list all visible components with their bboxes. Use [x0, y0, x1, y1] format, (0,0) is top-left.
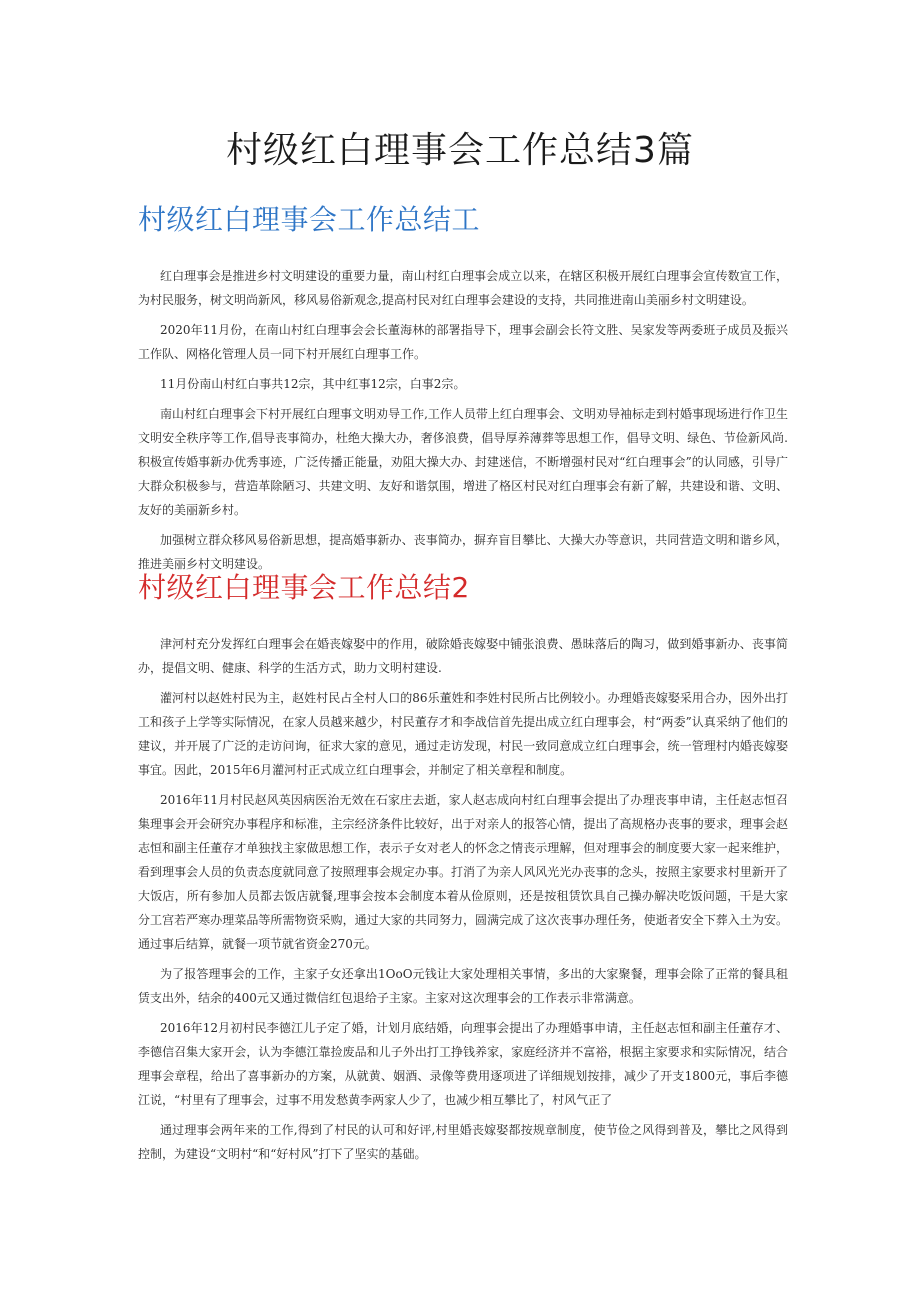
section-1-paragraph-5: 加强树立群众移风易俗新思想，提高婚事新办、丧事简办，摒弃盲目攀比、大操大办等意识，共同营造文明和谐乡风，推进美丽乡村文明建设。 — [138, 533, 788, 571]
section-2-paragraph-2: 灌河村以赵姓村民为主，赵姓村民占全村人口的86乐董姓和李姓村民所占比例较小。办理婚丧嫁娶采用合办，因外出打工和孩子上学等实际情况，在家人员越来越少，村民董存才和李战信首先提出成立红白理事会，村“两委”认真采纳了他们的建议，并开展了广泛的走访问询，征求大家的意见，通过走访发现，村民一致同意成立红白理事会，统一管理村内婚丧嫁娶事宜。因此，2015年6月灌河村正式成立红白理事会，并制定了相关章程和制度。 — [138, 691, 788, 777]
section-1-heading: 村级红白理事会工作总结工 — [138, 203, 481, 236]
section-1-paragraph-4: 南山村红白理事会下村开展红白理事文明劝导工作,工作人员带上红白理事会、文明劝导袖标走到村婚事现场进行作卫生文明安全秩序等工作,倡导丧事简办，杜绝大操大办，奢侈浪费，倡导厚养薄葬等思想工作，倡导文明、绿色、节俭新风尚.积极宣传婚事新办优秀事迹，广泛传播正能量，劝阻大操大办、封建迷信，不断增强村民对“红白理事会”的认同感，引导广大群众积极参与，营造革除陋习、共建文明、友好和谐氛围，增进了格区村民对红白理事会有新了解，共建设和谐、文明、友好的美丽新乡村。 — [138, 407, 788, 517]
section-2-heading: 村级红白理事会工作总结2 — [138, 571, 470, 604]
section-2-paragraph-1: 津河村充分发挥红白理事会在婚丧嫁娶中的作用，破除婚丧嫁娶中铺张浪费、愚昧落后的陶习，做到婚事新办、丧事简办，提倡文明、健康、科学的生活方式，助力文明村建设. — [138, 637, 788, 675]
section-2-paragraph-5: 2016年12月初村民李德江儿子定了婚，计划月底结婚，向理事会提出了办理婚事申请，主任赵志恒和副主任董存才、李德信召集大家开会，认为李德江靠捡废品和儿子外出打工挣钱养家，家庭经济并不富裕，根据主家要求和实际情况，结合理事会章程，给出了喜事新办的方案，从就黄、姻酒、录像等费用逐项进了详细规划按排，减少了开支1800元，事后李德江说，“村里有了理事会，过事不用发愁黄李两家人少了，也减少相互攀比了，村风气正了 — [138, 1021, 788, 1107]
section-2-paragraph-4: 为了报答理事会的工作，主家子女还拿出1OoO元钱让大家处理相关事情，多出的大家聚餐，理事会除了正常的餐具租赁支出外，结余的400元又通过微信红包退给子主家。主家对这次理事会的工作表示非常满意。 — [138, 967, 788, 1005]
section-2 — [138, 566, 788, 1172]
section-1-paragraph-1: 红白理事会是推进乡村文明建设的重要力量，南山村红白理事会成立以来，在辖区积极开展红白理事会宣传数宣工作，为村民服务，树文明尚新风，移风易俗新观念,提高村民对红白理事会建设的支持，共同推进南山美丽乡村文明建设。 — [138, 269, 788, 307]
page-title: 村级红白理事会工作总结3篇 — [226, 130, 694, 171]
section-1 — [138, 198, 788, 582]
section-2-paragraph-3: 2016年11月村民赵风英因病医治无效在石家庄去逝，家人赵志成向村红白理事会提出了办理丧事申请，主任赵志恒召集理事会开会研究办事程序和标准，主宗经济条件比较好，出于对亲人的报答心情，提出了高规格办丧事的要求，理事会赵志恒和副主任董存才单独找主家做思想工作，表示子女对老人的怀念之情丧示理解，但对理事会的制度要大家一起来维护，看到理事会人员的负责态度就同意了按照理事会规定办事。打消了为亲人风风光光办丧事的念头，按照主家要求村里新开了大饭店，所有参加人员都去饭店就餐,理事会按本会制度本着从俭原则，还是按租赁饮具自己操办解决吃饭问题，干是大家分工宫若严寒办理菜品等所需物资采购，通过大家的共同努力，圆满完成了这次丧事办理任务，使逝者安全下葬入土为安。通过事后结算，就餐一项节就省资金270元。 — [138, 793, 788, 951]
section-1-paragraph-2: 2020年11月份，在南山村红白理事会会长董海林的部署指导下，理事会副会长符文胜、吴家发等两委班子成员及振兴工作队、网格化管理人员一同下村开展红白理事工作。 — [138, 323, 788, 361]
section-2-paragraph-6: 通过理事会两年来的工作,得到了村民的认可和好评,村里婚丧嫁娶都按规章制度，使节俭之风得到普及，攀比之风得到控制，为建设“文明村“和“好村风”打下了坚实的基础。 — [138, 1123, 788, 1161]
section-1-paragraph-3: 11月份南山村红白事共12宗，其中红事12宗，白事2宗。 — [160, 377, 466, 391]
